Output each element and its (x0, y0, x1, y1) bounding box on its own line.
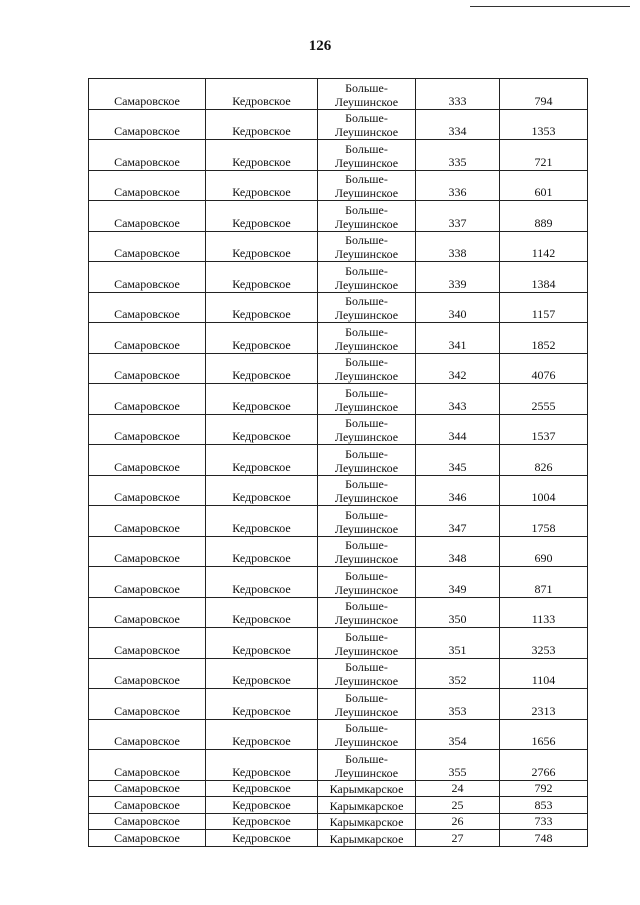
number-cell: 342 (416, 353, 500, 384)
number-cell: 27 (416, 830, 500, 847)
table-row (89, 689, 588, 720)
value-cell: 721 (500, 140, 588, 171)
okrug-cell: Самаровское (89, 780, 206, 797)
okrug-cell: Самаровское (89, 109, 206, 140)
table-row (89, 201, 588, 232)
value-cell: 889 (500, 201, 588, 232)
data-table (88, 78, 588, 847)
locality-cell: Больше- Леушинское (318, 353, 416, 384)
settlement-cell: Кедровское (206, 445, 318, 476)
table-row (89, 323, 588, 354)
settlement-cell: Кедровское (206, 201, 318, 232)
table-row (89, 719, 588, 750)
locality-cell: Больше- Леушинское (318, 567, 416, 598)
table-row (89, 262, 588, 293)
settlement-cell: Кедровское (206, 797, 318, 814)
table-row (89, 140, 588, 171)
value-cell: 1384 (500, 262, 588, 293)
number-cell: 26 (416, 813, 500, 830)
settlement-cell: Кедровское (206, 813, 318, 830)
okrug-cell: Самаровское (89, 323, 206, 354)
locality-cell: Карымкарское (318, 830, 416, 847)
table-row (89, 445, 588, 476)
okrug-cell: Самаровское (89, 414, 206, 445)
okrug-cell: Самаровское (89, 445, 206, 476)
number-cell: 355 (416, 750, 500, 781)
okrug-cell: Самаровское (89, 628, 206, 659)
table-row (89, 353, 588, 384)
settlement-cell: Кедровское (206, 231, 318, 262)
number-cell: 350 (416, 597, 500, 628)
okrug-cell: Самаровское (89, 475, 206, 506)
settlement-cell: Кедровское (206, 750, 318, 781)
value-cell: 3253 (500, 628, 588, 659)
number-cell: 335 (416, 140, 500, 171)
locality-cell: Карымкарское (318, 797, 416, 814)
okrug-cell: Самаровское (89, 830, 206, 847)
table-row (89, 597, 588, 628)
table-row (89, 79, 588, 110)
top-rule (470, 6, 630, 7)
table-row (89, 170, 588, 201)
number-cell: 333 (416, 79, 500, 110)
okrug-cell: Самаровское (89, 231, 206, 262)
value-cell: 853 (500, 797, 588, 814)
table-row (89, 506, 588, 537)
settlement-cell: Кедровское (206, 384, 318, 415)
settlement-cell: Кедровское (206, 262, 318, 293)
number-cell: 352 (416, 658, 500, 689)
locality-cell: Карымкарское (318, 813, 416, 830)
okrug-cell: Самаровское (89, 292, 206, 323)
page-number: 126 (308, 38, 332, 54)
number-cell: 348 (416, 536, 500, 567)
table-row (89, 414, 588, 445)
settlement-cell: Кедровское (206, 628, 318, 659)
okrug-cell: Самаровское (89, 797, 206, 814)
table-row (89, 536, 588, 567)
number-cell: 338 (416, 231, 500, 262)
value-cell: 2766 (500, 750, 588, 781)
locality-cell: Больше- Леушинское (318, 231, 416, 262)
value-cell: 601 (500, 170, 588, 201)
table-row (89, 231, 588, 262)
locality-cell: Больше- Леушинское (318, 384, 416, 415)
table-row (89, 750, 588, 781)
table-row (89, 109, 588, 140)
table-body (89, 79, 588, 847)
table-row (89, 567, 588, 598)
number-cell: 345 (416, 445, 500, 476)
value-cell: 871 (500, 567, 588, 598)
okrug-cell: Самаровское (89, 170, 206, 201)
value-cell: 1133 (500, 597, 588, 628)
number-cell: 349 (416, 567, 500, 598)
number-cell: 25 (416, 797, 500, 814)
table-row (89, 475, 588, 506)
value-cell: 794 (500, 79, 588, 110)
value-cell: 1758 (500, 506, 588, 537)
locality-cell: Больше- Леушинское (318, 628, 416, 659)
value-cell: 2555 (500, 384, 588, 415)
locality-cell: Больше- Леушинское (318, 79, 416, 110)
settlement-cell: Кедровское (206, 719, 318, 750)
value-cell: 690 (500, 536, 588, 567)
okrug-cell: Самаровское (89, 536, 206, 567)
settlement-cell: Кедровское (206, 780, 318, 797)
okrug-cell: Самаровское (89, 262, 206, 293)
settlement-cell: Кедровское (206, 323, 318, 354)
settlement-cell: Кедровское (206, 597, 318, 628)
locality-cell: Карымкарское (318, 780, 416, 797)
table-row (89, 658, 588, 689)
locality-cell: Больше- Леушинское (318, 414, 416, 445)
okrug-cell: Самаровское (89, 689, 206, 720)
value-cell: 1004 (500, 475, 588, 506)
value-cell: 826 (500, 445, 588, 476)
locality-cell: Больше- Леушинское (318, 475, 416, 506)
locality-cell: Больше- Леушинское (318, 323, 416, 354)
number-cell: 337 (416, 201, 500, 232)
value-cell: 1537 (500, 414, 588, 445)
value-cell: 1104 (500, 658, 588, 689)
table-row (89, 384, 588, 415)
locality-cell: Больше- Леушинское (318, 140, 416, 171)
settlement-cell: Кедровское (206, 140, 318, 171)
locality-cell: Больше- Леушинское (318, 536, 416, 567)
table-row (89, 292, 588, 323)
locality-cell: Больше- Леушинское (318, 292, 416, 323)
settlement-cell: Кедровское (206, 506, 318, 537)
value-cell: 792 (500, 780, 588, 797)
table-row (89, 797, 588, 814)
locality-cell: Больше- Леушинское (318, 109, 416, 140)
okrug-cell: Самаровское (89, 813, 206, 830)
locality-cell: Больше- Леушинское (318, 262, 416, 293)
value-cell: 1142 (500, 231, 588, 262)
settlement-cell: Кедровское (206, 475, 318, 506)
okrug-cell: Самаровское (89, 353, 206, 384)
number-cell: 344 (416, 414, 500, 445)
okrug-cell: Самаровское (89, 79, 206, 110)
number-cell: 354 (416, 719, 500, 750)
locality-cell: Больше- Леушинское (318, 597, 416, 628)
settlement-cell: Кедровское (206, 567, 318, 598)
table-row (89, 830, 588, 847)
value-cell: 733 (500, 813, 588, 830)
number-cell: 353 (416, 689, 500, 720)
locality-cell: Больше- Леушинское (318, 658, 416, 689)
table-row (89, 780, 588, 797)
locality-cell: Больше- Леушинское (318, 689, 416, 720)
value-cell: 1157 (500, 292, 588, 323)
number-cell: 336 (416, 170, 500, 201)
okrug-cell: Самаровское (89, 658, 206, 689)
value-cell: 1353 (500, 109, 588, 140)
locality-cell: Больше- Леушинское (318, 170, 416, 201)
number-cell: 351 (416, 628, 500, 659)
settlement-cell: Кедровское (206, 292, 318, 323)
okrug-cell: Самаровское (89, 506, 206, 537)
okrug-cell: Самаровское (89, 597, 206, 628)
locality-cell: Больше- Леушинское (318, 445, 416, 476)
okrug-cell: Самаровское (89, 140, 206, 171)
okrug-cell: Самаровское (89, 719, 206, 750)
locality-cell: Больше- Леушинское (318, 506, 416, 537)
settlement-cell: Кедровское (206, 353, 318, 384)
locality-cell: Больше- Леушинское (318, 719, 416, 750)
okrug-cell: Самаровское (89, 567, 206, 598)
number-cell: 346 (416, 475, 500, 506)
number-cell: 334 (416, 109, 500, 140)
settlement-cell: Кедровское (206, 536, 318, 567)
settlement-cell: Кедровское (206, 658, 318, 689)
number-cell: 24 (416, 780, 500, 797)
number-cell: 347 (416, 506, 500, 537)
locality-cell: Больше- Леушинское (318, 201, 416, 232)
value-cell: 1852 (500, 323, 588, 354)
okrug-cell: Самаровское (89, 384, 206, 415)
settlement-cell: Кедровское (206, 414, 318, 445)
value-cell: 4076 (500, 353, 588, 384)
settlement-cell: Кедровское (206, 109, 318, 140)
value-cell: 2313 (500, 689, 588, 720)
number-cell: 339 (416, 262, 500, 293)
settlement-cell: Кедровское (206, 689, 318, 720)
number-cell: 341 (416, 323, 500, 354)
okrug-cell: Самаровское (89, 750, 206, 781)
settlement-cell: Кедровское (206, 79, 318, 110)
value-cell: 1656 (500, 719, 588, 750)
number-cell: 343 (416, 384, 500, 415)
table-row (89, 628, 588, 659)
table-row (89, 813, 588, 830)
settlement-cell: Кедровское (206, 830, 318, 847)
number-cell: 340 (416, 292, 500, 323)
settlement-cell: Кедровское (206, 170, 318, 201)
okrug-cell: Самаровское (89, 201, 206, 232)
locality-cell: Больше- Леушинское (318, 750, 416, 781)
value-cell: 748 (500, 830, 588, 847)
